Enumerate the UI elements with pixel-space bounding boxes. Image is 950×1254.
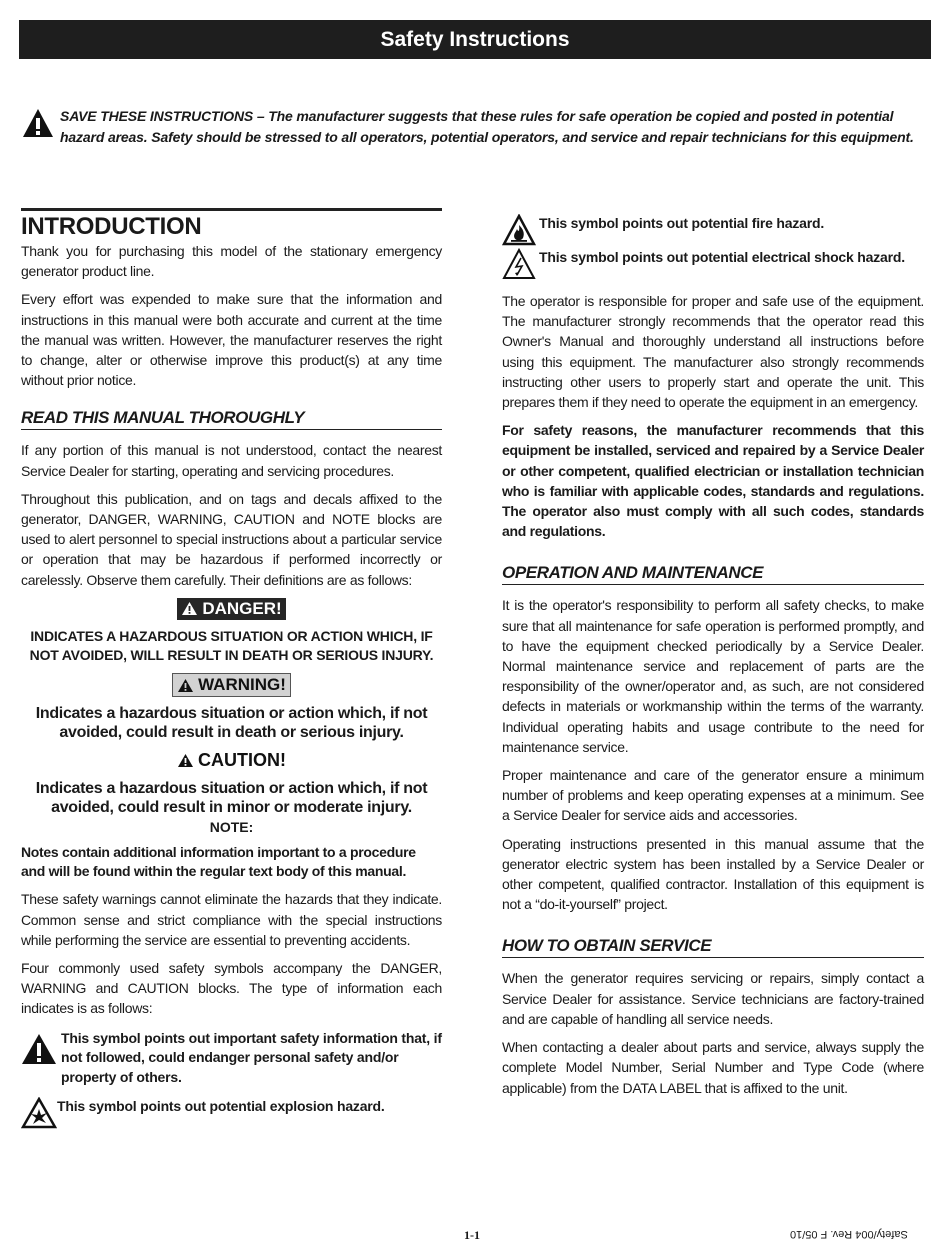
read-paragraph-1: If any portion of this manual is not understood, contact the nearest Service Dealer for starting, operating and servicing procedures. — [21, 442, 442, 479]
danger-triangle-icon — [181, 601, 198, 616]
safety-bold-paragraph: For safety reasons, the manufacturer recommends that this equipment be installed, serviced and repaired by a Service Dealer or other competent, qualified electrician or installation technician who is familiar with applicable codes, standards and regulations. The operator also must comply with all such codes, standards and regulations. — [502, 422, 924, 540]
danger-definition: INDICATES A HAZARDOUS SITUATION OR ACTION WHICH, IF NOT AVOIDED, WILL RESULT IN DEATH OR SERIOUS INJURY. — [29, 628, 434, 664]
service-paragraph-1: When the generator requires servicing or repairs, simply contact a Service Dealer for assistance. Service technicians are factory-trained and are capable of handling all service needs. — [502, 970, 924, 1027]
caution-label: CAUTION! — [198, 750, 286, 771]
symbol-shock-text: This symbol points out potential electrical shock hazard. — [539, 248, 905, 265]
document-code: Safety/004 Rev. F 05/10 — [790, 1228, 908, 1240]
symbol-shock-row — [502, 248, 924, 268]
header-bar — [19, 20, 931, 59]
danger-label: DANGER! — [202, 598, 282, 618]
page-number: 1-1 — [464, 1228, 480, 1242]
operation-paragraph-2: Proper maintenance and care of the generator ensure a minimum number of problems and keep operating expenses at a minimum. See a Service Dealer for service aids and accessories. — [502, 767, 924, 824]
electric-shock-icon — [502, 248, 536, 285]
note-label: NOTE: — [209, 819, 254, 836]
symbol-important-row — [21, 1029, 442, 1088]
read-manual-heading: READ THIS MANUAL THOROUGHLY — [21, 408, 442, 430]
operation-maintenance-heading: OPERATION AND MAINTENANCE — [502, 563, 924, 585]
save-notice-block — [22, 106, 927, 147]
warning-small-triangle-icon — [177, 678, 194, 693]
operation-paragraph-1: It is the operator's responsibility to perform all safety checks, to make sure that all maintenance for safe operation is performed promptly, and to have the equipment checked periodically by a Service Dealer. Normal maintenance service and replacement of parts are the responsibility of the owner/operator and, as such, are not considered defects in materials or workmanship within the terms of the warranty. Individual operating habits and usage contribute to the need for maintenance service. — [502, 597, 924, 755]
operation-paragraph-3: Operating instructions presented in this manual assume that the generator electric system has been installed by a Service Dealer or other competent, qualified contractor. Installation of this equipment is not a “do-it-yourself” project. — [502, 835, 924, 913]
explosion-hazard-icon — [21, 1097, 57, 1134]
obtain-service-heading: HOW TO OBTAIN SERVICE — [502, 936, 924, 958]
introduction-heading: INTRODUCTION — [21, 213, 202, 240]
symbol-explosion-text: This symbol points out potential explosion hazard. — [57, 1098, 385, 1115]
warning-triangle-icon — [21, 1033, 57, 1070]
intro-paragraph-2: Every effort was expended to make sure that the information and instructions in this manual were both accurate and current at the time the manual was written. However, the manufacturer reserves the right to change, alter or otherwise improve this product(s) at any time without prior notice. — [21, 291, 442, 389]
warning-label: WARNING! — [198, 675, 286, 695]
note-definition: Notes contain additional information important to a procedure and will be found within the regular text body of this manual. — [21, 844, 416, 880]
service-paragraph-2: When contacting a dealer about parts and service, always supply the complete Model Number, Serial Number and Type Code (where applicable) from the DATA LABEL that is affixed to the unit. — [502, 1039, 924, 1096]
caution-badge — [173, 750, 290, 772]
warning-definition: Indicates a hazardous situation or action which, if not avoided, could result in death or serious injury. — [35, 704, 428, 741]
page-title: Safety Instructions — [380, 27, 570, 51]
caution-definition: Indicates a hazardous situation or action which, if not avoided, could result in minor or moderate injury. — [35, 780, 428, 817]
symbol-explosion-row — [21, 1097, 442, 1117]
warning-triangle-icon — [22, 108, 54, 143]
symbol-important-text: This symbol points out important safety information that, if not followed, could endanger personal safety and/or property of others. — [61, 1029, 442, 1085]
operator-paragraph: The operator is responsible for proper and safe use of the equipment. The manufacturer strongly recommends that the operator read this Owner's Manual and thoroughly understand all instructions before using this equipment. The manufacturer also strongly recommends instructing other users to properly start and operate the unit. This prepares them if they need to operate the equipment in an emergency. — [502, 293, 924, 411]
fire-hazard-icon — [502, 214, 536, 251]
intro-rule — [21, 208, 442, 211]
right-column — [502, 208, 924, 1106]
danger-badge — [177, 598, 285, 620]
caution-triangle-icon — [177, 753, 194, 768]
symbol-fire-row — [502, 214, 924, 234]
left-column — [21, 208, 442, 1123]
warning-badge — [172, 673, 291, 697]
symbols-paragraph: Four commonly used safety symbols accompany the DANGER, WARNING and CAUTION blocks. The type of information each indicates is as follows: — [21, 959, 442, 1017]
warnings-paragraph: These safety warnings cannot eliminate the hazards that they indicate. Common sense and strict compliance with the special instructions while performing the service are essential to preventing accidents. — [21, 891, 442, 948]
symbol-fire-text: This symbol points out potential fire hazard. — [539, 215, 825, 231]
intro-paragraph-1: Thank you for purchasing this model of the stationary emergency generator product line. — [21, 243, 442, 280]
read-paragraph-2: Throughout this publication, and on tags and decals affixed to the generator, DANGER, WARNING, CAUTION and NOTE blocks are used to alert personnel to special instructions about a particular service or operation that may be hazardous if performed incorrectly or carelessly. Observe them carefully. Their definitions are as follows: — [21, 490, 442, 588]
save-notice-text: SAVE THESE INSTRUCTIONS – The manufacturer suggests that these rules for safe operation be copied and posted in potential hazard areas. Safety should be stressed to all operators, potential operators, and service and repair technicians for this equipment. — [60, 108, 914, 145]
